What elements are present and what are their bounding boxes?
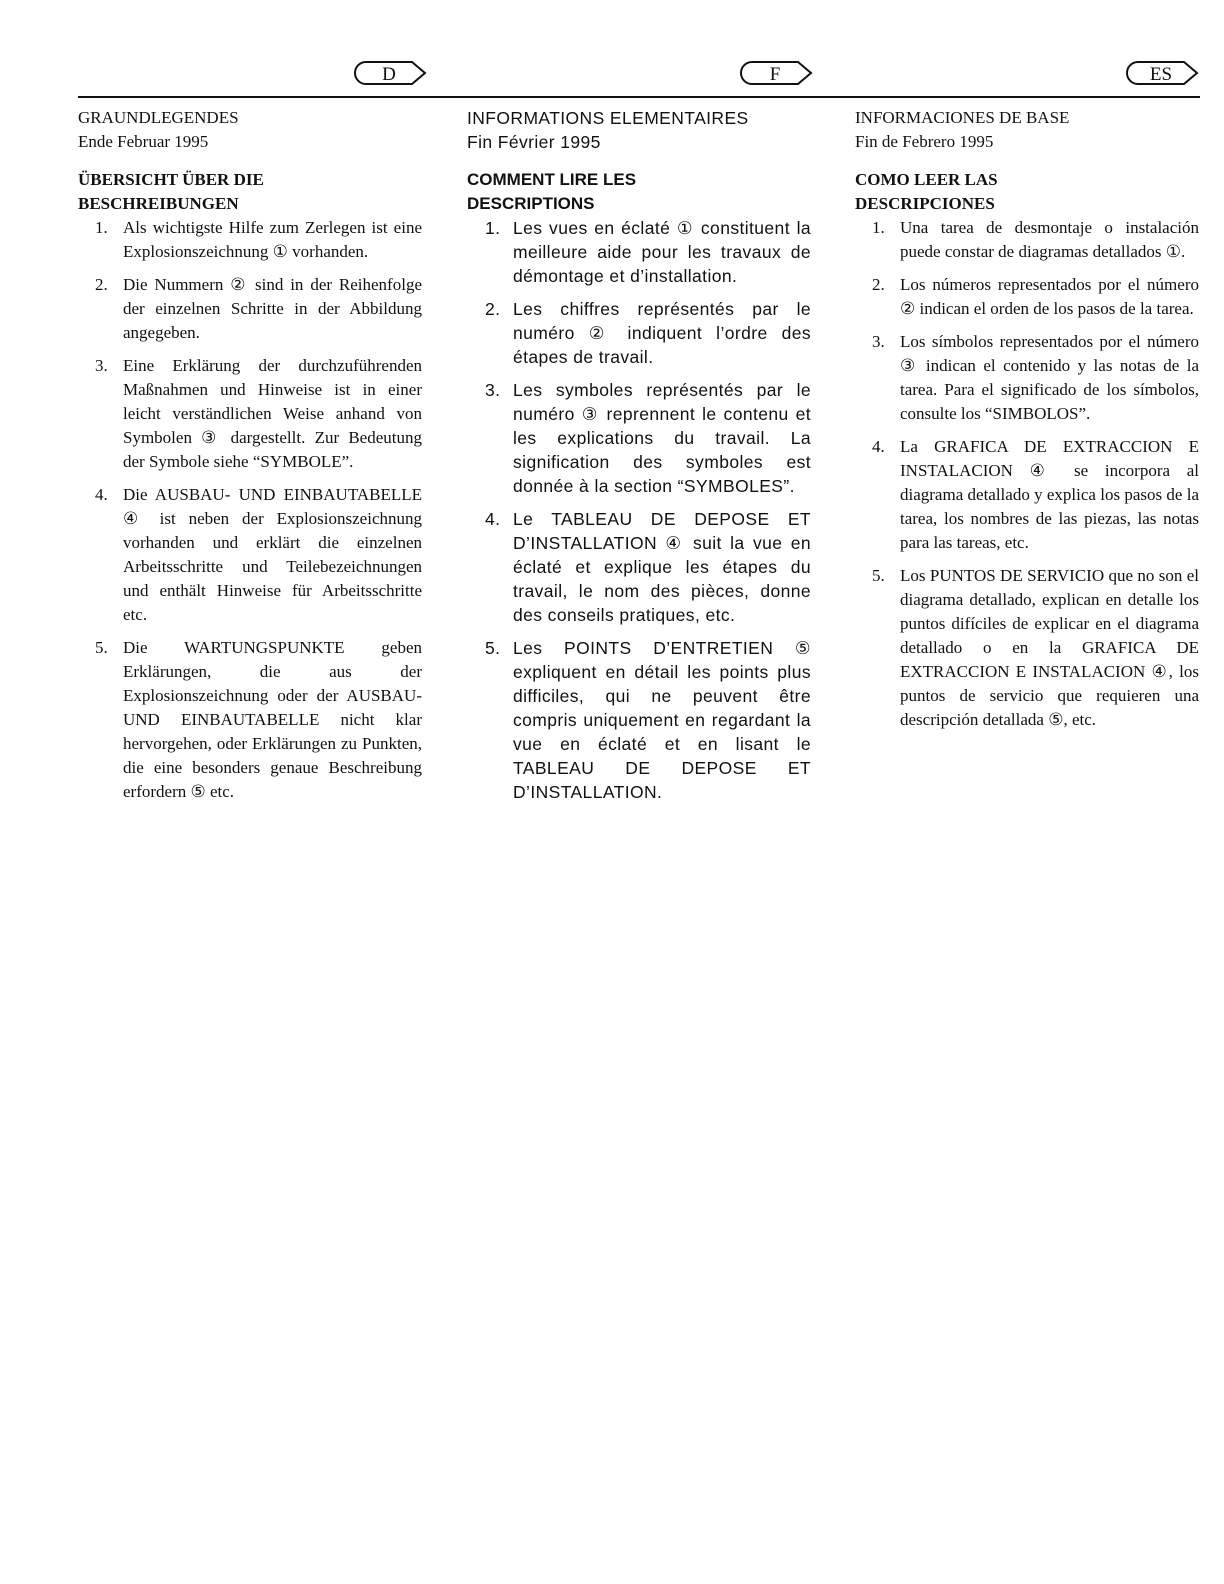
item-text: Los números representados por el número ② indican el orden de los pasos de la tarea. (900, 275, 1199, 318)
list-item (855, 273, 1199, 321)
badge-outline-fr (738, 60, 814, 86)
item-text: Les symboles représentés par le numéro ③ reprennent le contenu et les explications du travail. La signification des symboles est donnée à la section “SYMBOLES”. (513, 380, 811, 496)
subheading (855, 168, 1199, 216)
column-french (467, 106, 811, 813)
description-list (467, 216, 811, 804)
badge-outline-de (352, 60, 428, 86)
item-text: Eine Erklärung der durchzuführenden Maßnahmen und Hinweise ist in einer leicht verständlichen Weise anhand von Symbolen ③ dargestellt. Zur Bedeutung der Symbole siehe “SYMBOLE”. (123, 356, 422, 471)
item-number: 3. (872, 332, 885, 351)
item-text: Les vues en éclaté ① constituent la meilleure aide pour les travaux de démontage et d’installation. (513, 218, 811, 286)
list-item (78, 483, 422, 627)
badge-outline-es (1124, 60, 1200, 86)
item-number: 2. (485, 299, 501, 319)
subheading (78, 168, 422, 216)
list-item (855, 564, 1199, 732)
list-item (855, 216, 1199, 264)
item-text: Als wichtigste Hilfe zum Zerlegen ist eine Explosionszeichnung ① vorhanden. (123, 218, 422, 261)
section-title: INFORMATIONS ELEMENTAIRES (467, 108, 749, 128)
item-number: 5. (872, 566, 885, 585)
section-title: GRAUNDLEGENDES (78, 108, 239, 127)
list-item (467, 507, 811, 627)
list-item (467, 297, 811, 369)
description-list (78, 216, 422, 804)
item-number: 1. (485, 218, 501, 238)
list-item (78, 354, 422, 474)
language-badge-de (352, 60, 428, 86)
item-number: 2. (872, 275, 885, 294)
item-text: Los PUNTOS DE SERVICIO que no son el diagrama detallado, explican en detalle los puntos difíciles de explicar en el diagrama detallado o en la GRAFICA DE EXTRACCION E INSTALACION ④, los puntos de servicio que requieren una descripción detallada ⑤, etc. (900, 566, 1199, 729)
item-number: 1. (872, 218, 885, 237)
column-german (78, 106, 422, 813)
column-spanish (855, 106, 1199, 741)
item-number: 3. (95, 356, 108, 375)
item-number: 5. (485, 638, 501, 658)
item-text: La GRAFICA DE EXTRACCION E INSTALACION ④ se incorpora al diagrama detallado y explica los pasos de la tarea, los nombres de las piezas, las notas para las tareas, etc. (900, 437, 1199, 552)
section-date: Fin Février 1995 (467, 132, 601, 152)
item-text: Die AUSBAU- UND EINBAUTABELLE ④ ist neben der Explosionszeichnung vorhanden und erklärt die einzelnen Arbeitsschritte und Teilebezeichnungen und enthält Hinweise für Arbeitsschritte etc. (123, 485, 422, 624)
list-item (467, 216, 811, 288)
section-date: Ende Februar 1995 (78, 132, 209, 151)
list-item (78, 273, 422, 345)
subheading-line: BESCHREIBUNGEN (78, 194, 239, 213)
list-item (78, 216, 422, 264)
language-badge-fr (738, 60, 814, 86)
description-list (855, 216, 1199, 732)
list-item (855, 435, 1199, 555)
item-text: Le TABLEAU DE DEPOSE ET D’INSTALLATION ④ suit la vue en éclaté et explique les étapes du travail, le nom des pièces, donne des conseils pratiques, etc. (513, 509, 811, 625)
list-item (78, 636, 422, 804)
badge-label-es: ES (1149, 64, 1173, 85)
item-number: 4. (872, 437, 885, 456)
item-number: 2. (95, 275, 108, 294)
subheading-line: DESCRIPTIONS (467, 194, 595, 213)
item-text: Les chiffres représentés par le numéro ② indiquent l’ordre des étapes de travail. (513, 299, 811, 367)
list-item (855, 330, 1199, 426)
item-text: Die WARTUNGSPUNKTE geben Erklärungen, die aus der Explosionszeichnung oder der AUSBAU- UND EINBAUTABELLE nicht klar hervorgehen, oder Erklärungen zu Punkten, die eine besonders genaue Beschreibung erfordern ⑤ etc. (123, 638, 422, 801)
item-number: 5. (95, 638, 108, 657)
item-text: Una tarea de desmontaje o instalación puede constar de diagramas detallados ①. (900, 218, 1199, 261)
header-rule (78, 96, 1200, 98)
item-number: 3. (485, 380, 501, 400)
badge-label-de: D (382, 64, 396, 85)
language-badge-es (1124, 60, 1200, 86)
subheading (467, 168, 811, 216)
subheading-line: ÜBERSICHT ÜBER DIE (78, 170, 264, 189)
subheading-line: COMMENT LIRE LES (467, 170, 637, 189)
section-title: INFORMACIONES DE BASE (855, 108, 1070, 127)
list-item (467, 636, 811, 804)
item-number: 1. (95, 218, 108, 237)
item-number: 4. (485, 509, 501, 529)
section-date: Fin de Febrero 1995 (855, 132, 994, 151)
list-item (467, 378, 811, 498)
item-number: 4. (95, 485, 108, 504)
item-text: Die Nummern ② sind in der Reihenfolge der einzelnen Schritte in der Abbildung angegeben. (123, 275, 422, 342)
badge-label-fr: F (769, 64, 781, 85)
subheading-line: DESCRIPCIONES (855, 194, 995, 213)
item-text: Les POINTS D’ENTRETIEN ⑤ expliquent en détail les points plus difficiles, qui ne peuvent être compris uniquement en regardant la vue en éclaté et en lisant le TABLEAU DE DEPOSE ET D’INSTALLATION. (513, 638, 811, 802)
item-text: Los símbolos representados por el número ③ indican el contenido y las notas de la tarea. Para el significado de los símbolos, consulte los “SIMBOLOS”. (900, 332, 1199, 423)
subheading-line: COMO LEER LAS (855, 170, 998, 189)
